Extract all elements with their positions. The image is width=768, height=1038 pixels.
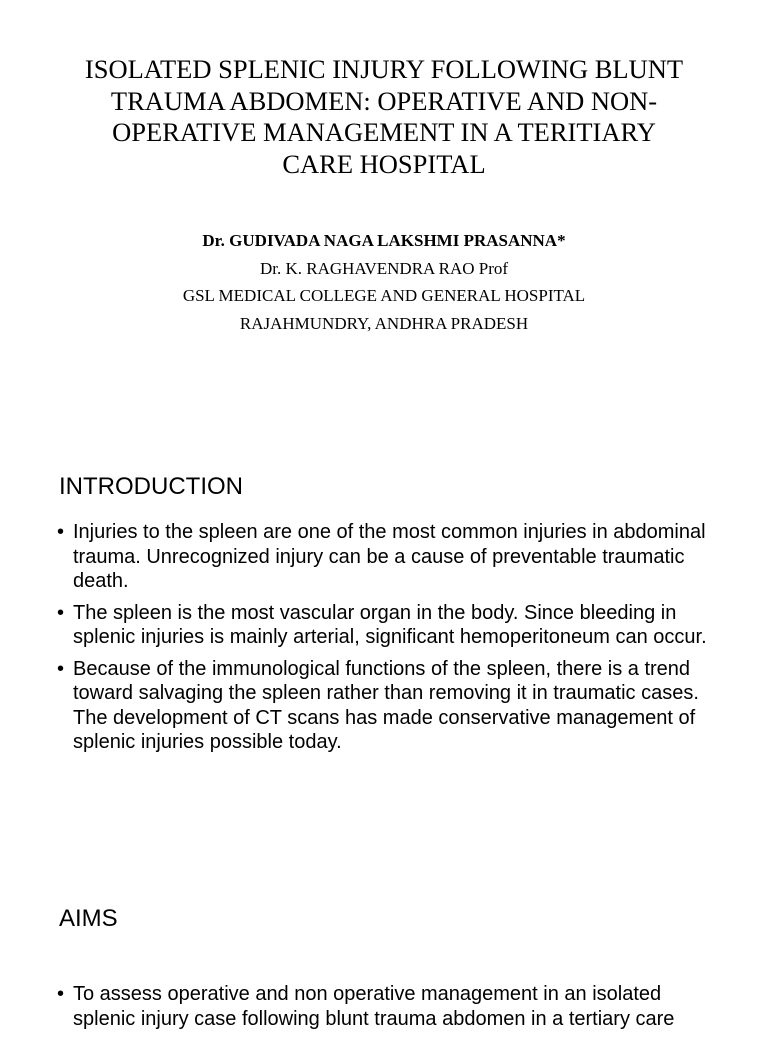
list-item	[57, 657, 717, 755]
bullet-text: Injuries to the spleen are one of the most common injuries in abdominal trauma. Unrecognized injury can be a cause of preventable traumatic death.	[73, 521, 706, 592]
bullet-marker: •	[57, 601, 65, 624]
location: RAJAHMUNDRY, ANDHRA PRADESH	[239, 313, 529, 333]
bullet-text: Because of the immunological functions of the spleen, there is a trend toward salvaging the spleen rather than removing it in traumatic cases. The development of CT scans has made conservative management of splenic injuries possible today.	[73, 657, 699, 753]
bullet-marker: •	[57, 983, 65, 1005]
introduction-heading: INTRODUCTION	[59, 473, 243, 500]
list-item	[57, 520, 717, 594]
author-block	[84, 227, 684, 337]
bullet-marker: •	[57, 657, 65, 680]
institution: GSL MEDICAL COLLEGE AND GENERAL HOSPITAL	[182, 286, 586, 305]
lead-author: Dr. GUDIVADA NAGA LAKSHMI PRASANNA*	[202, 231, 566, 250]
introduction-bullet-list	[57, 520, 717, 762]
bullet-marker: •	[57, 521, 65, 543]
aims-heading: AIMS	[59, 905, 118, 932]
bullet-text: To assess operative and non operative management in an isolated splenic injury case following blunt trauma abdomen in a tertiary care	[73, 983, 675, 1030]
aims-bullet-list	[57, 982, 717, 1038]
list-item	[57, 601, 717, 650]
page-title: ISOLATED SPLENIC INJURY FOLLOWING BLUNT TRAUMA ABDOMEN: OPERATIVE AND NON-OPERATIVE MANAGEMENT IN A TERITIARY CARE HOSPITAL	[84, 54, 684, 179]
co-author: Dr. K. RAGHAVENDRA RAO Prof	[259, 258, 509, 278]
bullet-text: The spleen is the most vascular organ in the body. Since bleeding in splenic injuries is mainly arterial, significant hemoperitoneum can occur.	[73, 601, 707, 648]
